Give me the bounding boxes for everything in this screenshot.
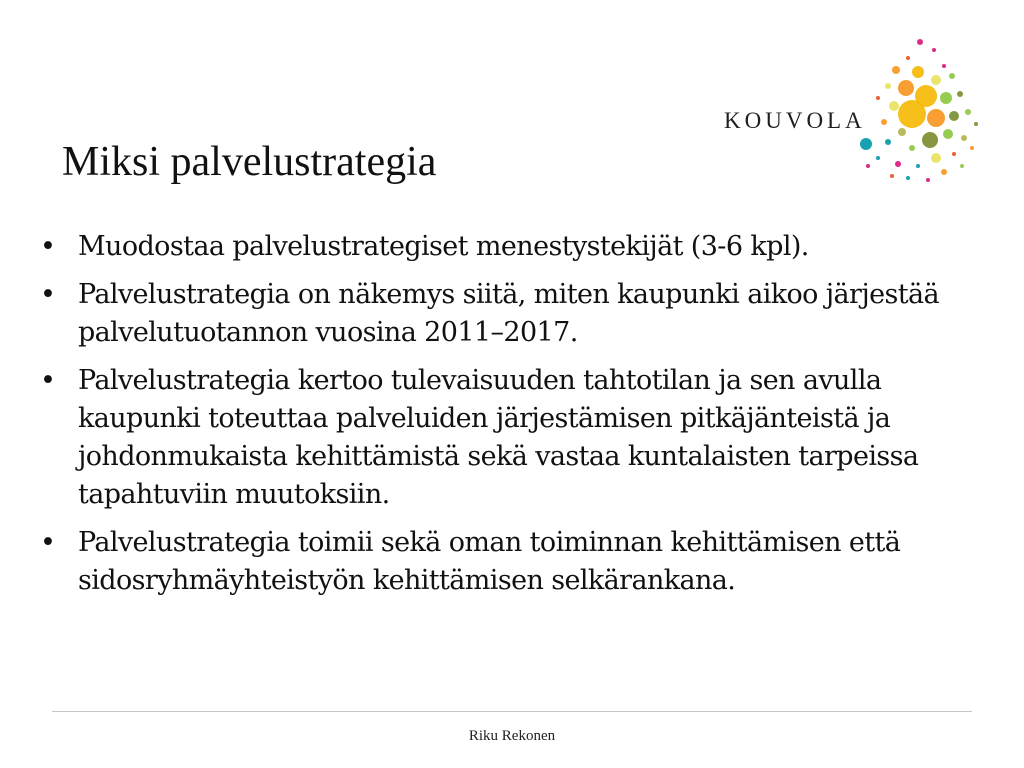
logo-dot xyxy=(931,75,941,85)
bullet-icon: • xyxy=(40,279,56,310)
bullet-item xyxy=(40,228,1000,266)
logo-dot xyxy=(898,128,906,136)
bullet-icon: • xyxy=(40,365,56,396)
logo-dot xyxy=(965,109,971,115)
logo-dot xyxy=(931,153,941,163)
bullet-text: Palvelustrategia kertoo tulevaisuuden tahtotilan ja sen avulla kaupunki toteuttaa palveluiden järjestämisen pitkäjänteistä ja johdonmukaista kehittämistä sekä vastaa kuntalaisten tarpeissa tapahtuviin muutoksiin. xyxy=(78,365,919,510)
bullet-text: Palvelustrategia toimii sekä oman toiminnan kehittämisen että sidosryhmäyhteistyön kehittämisen selkärankana. xyxy=(78,527,901,596)
bullet-text: Palvelustrategia on näkemys siitä, miten kaupunki aikoo järjestää palvelutuotannon vuosina 2011–2017. xyxy=(78,279,940,348)
logo-dot xyxy=(949,73,955,79)
logo-dot xyxy=(881,119,887,125)
logo-dot xyxy=(906,56,910,60)
logo-dot xyxy=(898,100,926,128)
logo-dot xyxy=(940,92,952,104)
logo-dot xyxy=(917,39,923,45)
logo-dot xyxy=(890,174,894,178)
logo-dot xyxy=(922,132,938,148)
logo-dot xyxy=(970,146,974,150)
logo-dot xyxy=(960,164,964,168)
logo-dot xyxy=(876,156,880,160)
logo-dot xyxy=(941,169,947,175)
bullet-icon: • xyxy=(40,231,56,262)
logo-dot xyxy=(876,96,880,100)
bullet-icon: • xyxy=(40,527,56,558)
bullet-item xyxy=(40,362,1000,514)
logo-dot xyxy=(926,178,930,182)
logo-dot xyxy=(949,111,959,121)
logo-dot xyxy=(885,139,891,145)
logo-dot xyxy=(912,66,924,78)
slide-title: Miksi palvelustrategia xyxy=(62,139,437,185)
logo-dot xyxy=(974,122,978,126)
logo-dot xyxy=(866,164,870,168)
logo-dot xyxy=(952,152,956,156)
logo-dot xyxy=(916,164,920,168)
logo-dot xyxy=(906,176,910,180)
bullet-text: Muodostaa palvelustrategiset menestystekijät (3-6 kpl). xyxy=(78,231,809,262)
logo-wordmark: KOUVOLA xyxy=(724,108,866,133)
logo-dot xyxy=(909,145,915,151)
logo-dots-icon xyxy=(848,36,988,186)
logo-dot xyxy=(898,80,914,96)
footer-divider xyxy=(52,711,972,712)
bullet-item xyxy=(40,524,1000,600)
logo-dot xyxy=(932,48,936,52)
kouvola-logo xyxy=(718,36,988,186)
logo-dot xyxy=(892,66,900,74)
bullet-item xyxy=(40,276,1000,352)
logo-dot xyxy=(895,161,901,167)
logo-dot xyxy=(860,138,872,150)
logo-dot xyxy=(927,109,945,127)
logo-dot xyxy=(943,129,953,139)
logo-dot xyxy=(957,91,963,97)
logo-dot xyxy=(885,83,891,89)
logo-dot xyxy=(961,135,967,141)
bullet-list xyxy=(40,228,1000,610)
logo-dot xyxy=(889,101,899,111)
footer-author: Riku Rekonen xyxy=(468,728,556,744)
logo-dot xyxy=(942,64,946,68)
